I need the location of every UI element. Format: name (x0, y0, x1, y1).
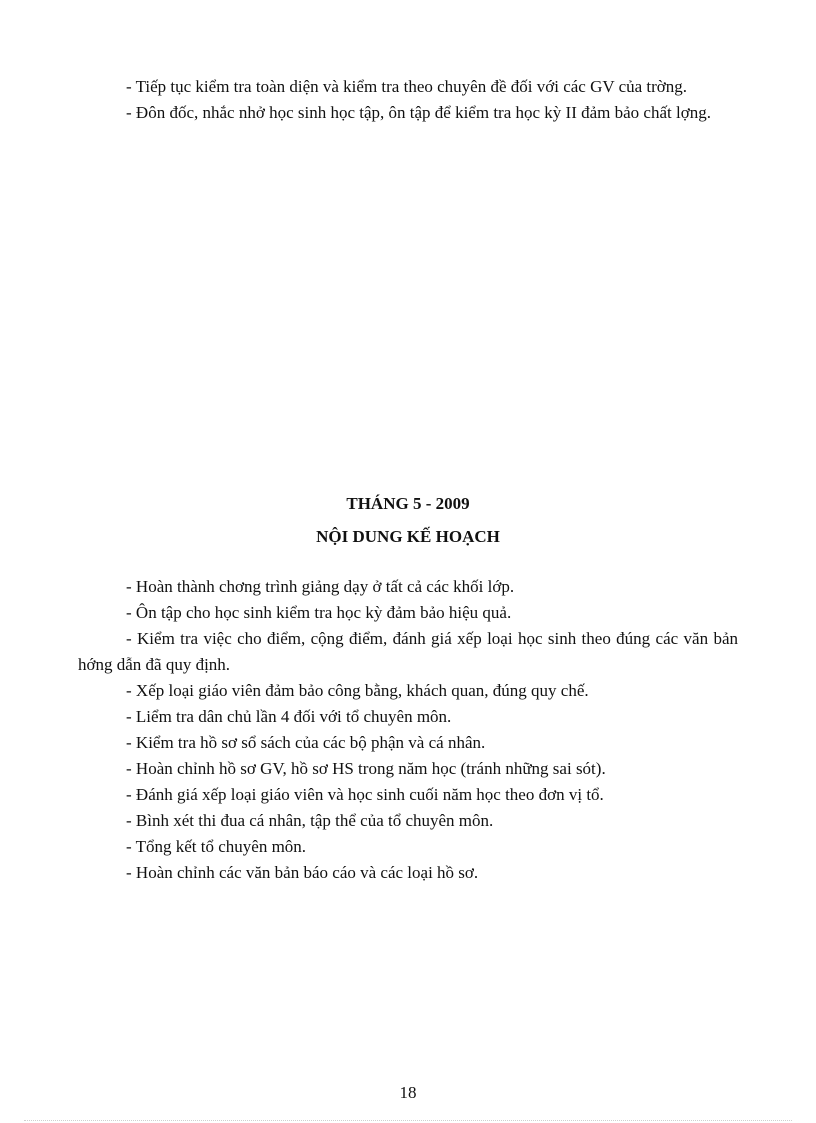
plan-item: - Liểm tra dân chủ lần 4 đối với tổ chuyên môn. (126, 707, 452, 726)
page-number: 18 (399, 1083, 417, 1102)
plan-item: - Hoàn chỉnh các văn bản báo cáo và các loại hồ sơ. (126, 863, 479, 882)
intro-paragraph: - Tiếp tục kiểm tra toàn diện và kiểm tra theo chuyên đề đối với các GV của trờng. (126, 77, 688, 96)
plan-item: - Xếp loại giáo viên đảm bảo công bằng, khách quan, đúng quy chế. (126, 681, 589, 700)
plan-item: - Kiểm tra hồ sơ sổ sách của các bộ phận và cá nhân. (126, 733, 486, 752)
plan-item: - Ôn tập cho học sinh kiểm tra học kỳ đảm bảo hiệu quả. (126, 603, 512, 622)
plan-item: - Bình xét thi đua cá nhân, tập thể của tổ chuyên môn. (126, 811, 494, 830)
intro-paragraph: - Đôn đốc, nhắc nhở học sinh học tập, ôn tập để kiểm tra học kỳ II đảm bảo chất lợng. (126, 103, 711, 122)
month-title: THÁNG 5 - 2009 (346, 494, 470, 513)
plan-item: - Hoàn thành chơng trình giảng dạy ở tất cả các khối lớp. (126, 577, 515, 596)
footer-divider (24, 1120, 792, 1121)
plan-item: - Hoàn chỉnh hồ sơ GV, hồ sơ HS trong năm học (tránh những sai sót). (126, 759, 606, 778)
plan-item: - Tổng kết tổ chuyên môn. (126, 837, 307, 856)
plan-item: - Đánh giá xếp loại giáo viên và học sinh cuối năm học theo đơn vị tổ. (126, 785, 604, 804)
intro-section (78, 74, 738, 126)
plan-list (78, 574, 738, 886)
plan-subtitle: NỘI DUNG KẾ HOẠCH (316, 527, 500, 546)
plan-item: - Kiểm tra việc cho điểm, cộng điểm, đánh giá xếp loại học sinh theo đúng các văn bản hớng dẫn đã quy định. (78, 629, 738, 674)
